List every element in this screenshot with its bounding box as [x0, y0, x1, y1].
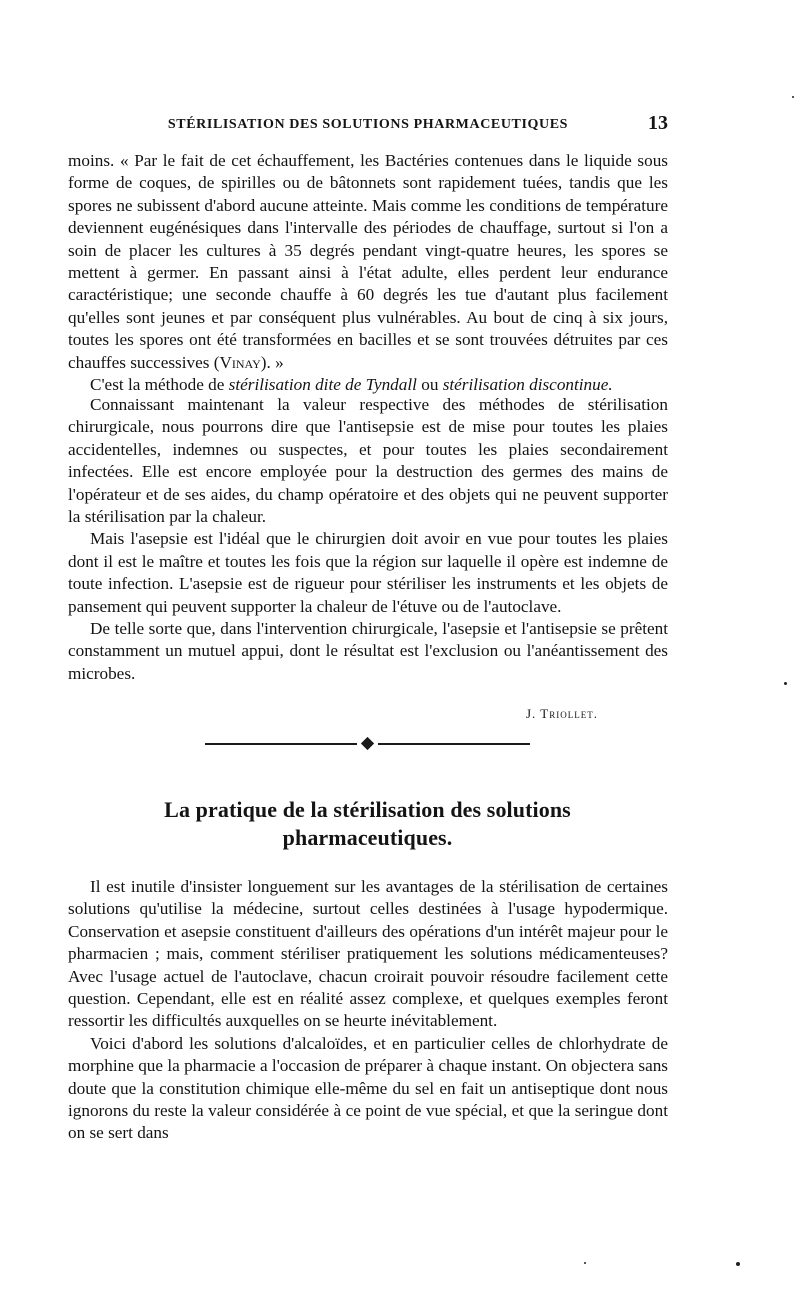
divider-rule-left	[205, 743, 357, 745]
diamond-ornament-icon	[361, 737, 374, 750]
paragraph: Mais l'asepsie est l'idéal que le chirurgien doit avoir en vue pour toutes les plaies dont il est le maître et toutes les fois que la région sur laquelle il opère est indemne de toute infection. L'asepsie est de rigueur pour stériliser les instruments et les objets de pansement qui peuvent supporter la chaleur de l'étuve ou de l'autoclave.	[68, 529, 668, 616]
italic-term: stérilisation discontinue.	[442, 375, 613, 395]
section-divider	[205, 736, 530, 752]
paragraph: Voici d'abord les solutions d'alcaloïdes, et en particulier celles de chlorhydrate de morphine que la pharmacie a l'occasion de préparer à chaque instant. On objectera sans doute que la constitution chimique elle-même du sel en fait un antiseptique dont nous ignorons du reste la valeur considérée à ce point de vue spécial, et que la seringue dont on se sert dans	[68, 1033, 668, 1143]
paragraph-text: C'est la méthode de	[90, 375, 229, 395]
page-number: 13	[648, 112, 668, 134]
author-signature: J. Triollet.	[525, 706, 598, 721]
paragraph	[68, 150, 668, 374]
paragraph: Il est inutile d'insister longuement sur les avantages de la stérilisation de certaines solutions qu'utilise la médecine, surtout celles destinées à l'usage hypodermique. Conservation et asepsie constituent d'ailleurs des opérations d'un intérêt majeur pour le pharmacien ; mais, comment stériliser pratiquement les solutions médicamenteuses? Avec l'usage actuel de l'autoclave, chacun croirait pouvoir résoudre facilement cette question. Cependant, elle est en réalité assez complexe, et quelques exemples feront ressortir les difficultés auxquelles on se heurte inévitablement.	[68, 877, 668, 1031]
paper-speck	[792, 96, 794, 98]
paragraph: De telle sorte que, dans l'intervention chirurgicale, l'asepsie et l'antisepsie se prêtent constamment un mutuel appui, dont le résultat est l'exclusion ou l'anéantissement des microbes.	[68, 619, 668, 683]
article-end-text	[68, 150, 668, 396]
divider-rule-right	[378, 743, 530, 745]
paragraph-text: moins. « Par le fait de cet échauffement, les Bactéries contenues dans le liquide sous forme de coques, de spirilles ou de bâtonnets sont rapidement tuées, tandis que les spores ne subissent d'abord aucune atteinte. Mais comme les conditions de température deviennent eugénésiques dans l'intervalle des périodes de chauffage, surtout si l'on a soin de placer les cultures à 35 degrés pendant vingt-quatre heures, les spores se mettent à germer. En passant ainsi à l'état adulte, elles perdent leur endurance caractéristique; une seconde chauffe à 60 degrés les tue d'autant plus facilement qu'elles sont jeunes et par conséquent plus vulnérables. Au bout de cinq à six jours, toutes les spores ont été transformées en bacilles et se sont trouvées détruites par ces chauffes successives (	[68, 151, 668, 372]
paragraph-text: ou	[416, 375, 443, 395]
paragraph: Connaissant maintenant la valeur respective des méthodes de stérilisation chirurgicale, nous pourrons dire que l'antisepsie est de mise pour toutes les plaies accidentelles, indemnes ou suspectes, et pour toutes les plaies secondairement infectées. Elle est encore employée pour la destruction des germes des mains de l'opérateur et de ses aides, du champ opératoire et des objets qui ne peuvent supporter la stérilisation par la chaleur.	[68, 395, 668, 527]
running-title: STÉRILISATION DES SOLUTIONS PHARMACEUTIQUES	[167, 117, 569, 132]
paragraph-text: ). »	[260, 352, 284, 372]
running-head	[68, 114, 668, 136]
paper-speck	[784, 682, 787, 685]
paper-speck	[736, 1262, 740, 1266]
citation: Vinay	[219, 352, 261, 372]
new-article-text	[68, 876, 668, 1145]
article-conclusion-text	[68, 394, 668, 685]
italic-term: stérilisation dite de Tyndall	[228, 375, 417, 395]
paper-speck	[584, 1262, 586, 1264]
article-title: La pratique de la stérilisation des solutions pharmaceutiques.	[164, 797, 571, 850]
